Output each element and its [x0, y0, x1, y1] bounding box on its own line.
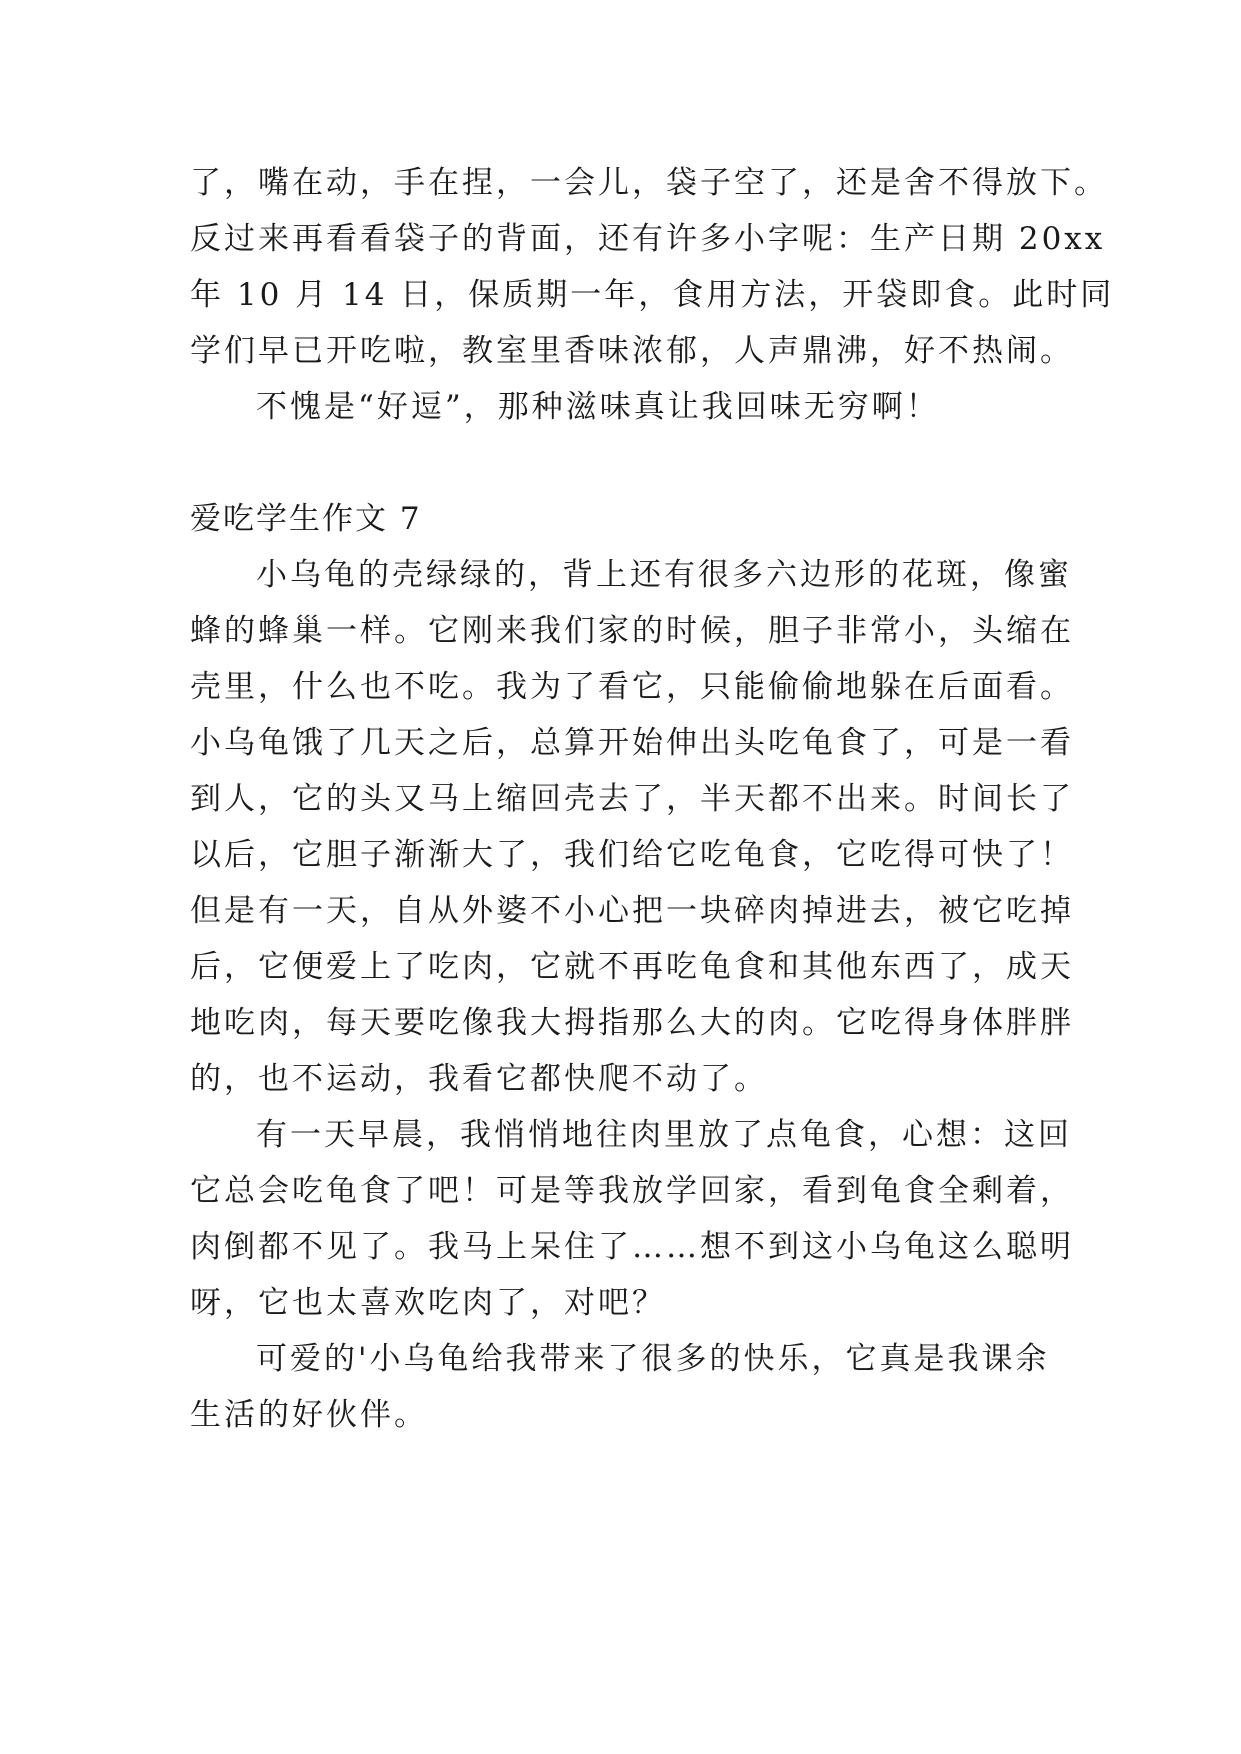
text-line: 肉倒都不见了。我马上呆住了……想不到这小乌龟这么聪明: [190, 1229, 1074, 1265]
essay-paragraph-1: [190, 547, 1074, 1107]
text-line: 有一天早晨，我悄悄地往肉里放了点龟食，心想：这回: [256, 1117, 1072, 1153]
continued-paragraph: [190, 155, 1115, 379]
text-line: 不愧是“好逗”，那种滋味真让我回味无穷啊！: [256, 389, 940, 425]
text-line: 后，它便爱上了吃肉，它就不再吃龟食和其他东西了，成天: [190, 949, 1074, 985]
essay-paragraph-3: [190, 1331, 1060, 1443]
text-line: 以后，它胆子渐渐大了，我们给它吃龟食，它吃得可快了！: [190, 837, 1074, 873]
essay-title: 爱吃学生作文 7: [190, 501, 422, 537]
text-line: 蜂的蜂巢一样。它刚来我们家的时候，胆子非常小，头缩在: [190, 613, 1074, 649]
text-line: 呀，它也太喜欢吃肉了，对吧？: [190, 1285, 666, 1321]
text-line: 反过来再看看袋子的背面，还有许多小字呢：生产日期 20xx: [190, 221, 1106, 257]
closing-paragraph: [190, 379, 1060, 435]
text-line: 年 10 月 14 日，保质期一年，食用方法，开袋即食。此时同: [190, 277, 1115, 313]
text-line: 可爱的'小乌龟给我带来了很多的快乐，它真是我课余: [256, 1341, 1050, 1377]
text-line: 它总会吃龟食了吧！可是等我放学回家，看到龟食全剩着，: [190, 1173, 1074, 1209]
text-line: 壳里，什么也不吃。我为了看它，只能偷偷地躲在后面看。: [190, 669, 1074, 705]
document-page: [190, 155, 1115, 1443]
text-line: 小乌龟的壳绿绿的，背上还有很多六边形的花斑，像蜜: [256, 557, 1072, 593]
essay-paragraph-2: [190, 1107, 1074, 1331]
text-line: 学们早已开吃啦，教室里香味浓郁，人声鼎沸，好不热闹。: [190, 333, 1074, 369]
text-line: 地吃肉，每天要吃像我大拇指那么大的肉。它吃得身体胖胖: [190, 1005, 1074, 1041]
text-line: 生活的好伙伴。: [190, 1397, 428, 1433]
text-line: 小乌龟饿了几天之后，总算开始伸出头吃龟食了，可是一看: [190, 725, 1074, 761]
text-line: 了，嘴在动，手在捏，一会儿，袋子空了，还是舍不得放下。: [190, 165, 1108, 201]
text-line: 的，也不运动，我看它都快爬不动了。: [190, 1061, 768, 1097]
text-line: 但是有一天，自从外婆不小心把一块碎肉掉进去，被它吃掉: [190, 893, 1074, 929]
section-gap: [190, 435, 1060, 491]
text-line: 到人，它的头又马上缩回壳去了，半天都不出来。时间长了: [190, 781, 1074, 817]
